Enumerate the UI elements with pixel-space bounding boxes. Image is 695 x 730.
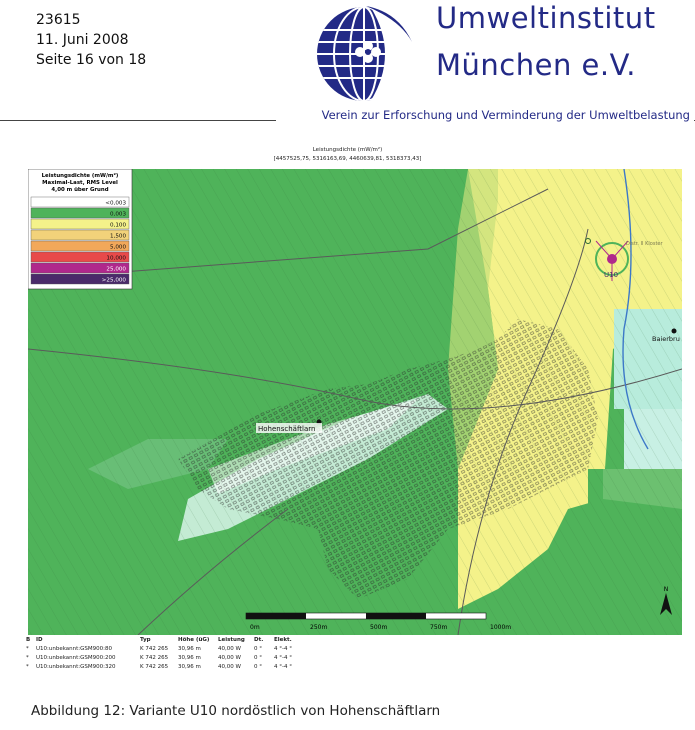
table-cell: K 742 265 — [140, 664, 169, 670]
map-coordinates: [4457525,75, 5316163,69, 4460639,81, 5318373,43] — [273, 156, 422, 162]
figure-caption: Abbildung 12: Variante U10 nordöstlich von Hohenschäftlarn — [31, 703, 441, 719]
table-cell: 30,96 m — [178, 655, 201, 661]
north-label: N — [663, 586, 669, 593]
umweltinstitut-globe-logo — [308, 2, 426, 106]
table-cell: 40,00 W — [218, 664, 241, 670]
table-cell: 40,00 W — [218, 646, 241, 652]
legend-label: >25,000 — [101, 277, 126, 284]
table-row — [26, 654, 292, 663]
col-hoehe: Höhe (üG) — [178, 637, 210, 643]
legend-title-3: 4,00 m über Grund — [51, 187, 109, 193]
map-title: Leistungsdichte (mW/m²) — [312, 147, 383, 153]
table-cell: 30,96 m — [178, 646, 201, 652]
table-cell: 0 ° — [254, 655, 262, 661]
table-cell: 4 °-4 ° — [274, 646, 292, 652]
table-cell: K 742 265 — [140, 655, 169, 661]
organization-name-line-1: Umweltinstitut — [436, 1, 656, 35]
table-cell: 0 ° — [254, 664, 262, 670]
legend-label: 0,100 — [109, 222, 126, 229]
table-cell: 4 °-4 ° — [274, 664, 292, 670]
legend — [28, 169, 132, 289]
east-place-marker — [672, 329, 677, 334]
table-header-row — [26, 636, 292, 645]
legend-label: 10,000 — [106, 255, 126, 262]
col-dt: Dt. — [254, 637, 264, 643]
table-cell: 0 ° — [254, 646, 262, 652]
scale-label: 500m — [370, 624, 388, 631]
scale-label: 1000m — [490, 624, 512, 631]
organization-tagline: Verein zur Erforschung und Verminderung der Umweltbelastung — [276, 108, 694, 122]
table-cell: K 742 265 — [140, 646, 169, 652]
legend-label: 0,003 — [109, 211, 126, 218]
district-label: Distr. II Kloster — [626, 241, 663, 247]
table-cell: 4 °-4 ° — [274, 655, 292, 661]
legend-title-2: Maximal-Last, RMS Level — [42, 180, 118, 186]
document-date: 11. Juni 2008 — [36, 32, 129, 48]
table-row — [26, 663, 292, 672]
transmitter-table — [26, 636, 292, 672]
power-density-map — [28, 169, 682, 635]
table-cell: 30,96 m — [178, 664, 201, 670]
legend-title-1: Leistungsdichte (mW/m²) — [41, 173, 119, 179]
table-cell: U10:unbekannt:GSM900:80 — [36, 646, 113, 652]
east-place-label: Baierbru — [652, 335, 680, 343]
col-elekt: Elekt. — [274, 637, 292, 643]
page-indicator: Seite 16 von 18 — [36, 52, 147, 68]
antenna-label: U10 — [604, 271, 619, 279]
table-cell: 40,00 W — [218, 655, 241, 661]
col-b: B — [26, 637, 31, 643]
col-id: ID — [36, 637, 43, 643]
document-number: 23615 — [36, 12, 81, 28]
table-cell: * — [26, 664, 29, 670]
scale-label: 750m — [430, 624, 448, 631]
col-leistung: Leistung — [218, 637, 245, 643]
table-cell: U10:unbekannt:GSM900:320 — [36, 664, 116, 670]
table-cell: * — [26, 655, 29, 661]
document-meta — [36, 10, 146, 70]
town-label: Hohenschäftlarn — [258, 425, 316, 433]
table-cell: * — [26, 646, 29, 652]
table-row — [26, 645, 292, 654]
legend-label: <0,003 — [105, 200, 126, 207]
scale-label: 0m — [250, 624, 260, 631]
legend-label: 25,000 — [106, 266, 126, 273]
organization-name-line-2: München e.V. — [436, 48, 636, 82]
table-cell: U10:unbekannt:GSM900:200 — [36, 655, 116, 661]
scale-label: 250m — [310, 624, 328, 631]
col-typ: Typ — [140, 637, 151, 643]
legend-label: 1,500 — [109, 233, 126, 240]
legend-label: 5,000 — [109, 244, 126, 251]
